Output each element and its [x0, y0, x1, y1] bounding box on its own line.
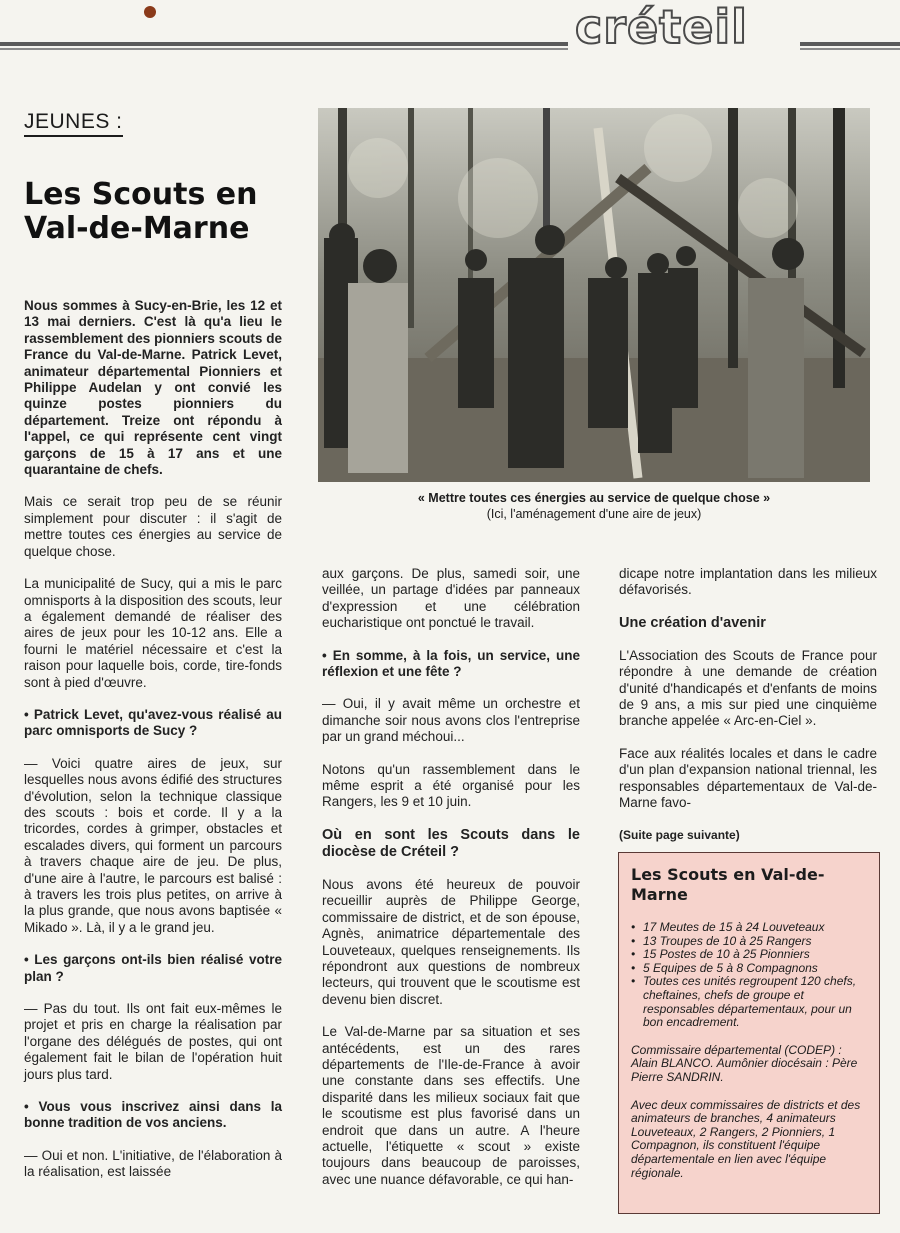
- unit-list: [631, 921, 867, 1030]
- team-note: Avec deux commissaires de districts et des animateurs de branches, 4 animateurs Louveteaux, 2 Rangers, 2 Pionniers, 1 Compagnon, ils constituent l'équipe départementale en lien avec l'équipe régionale.: [631, 1097, 861, 1180]
- lead-paragraph: Nous sommes à Sucy-en-Brie, les 12 et 13 mai derniers. C'est là qu'a lieu le rassemblement des pionniers scouts de France du Val-de-Marne. Patrick Levet, animateur départemental Pionniers et Philippe Audelan y ont convié les quinze postes pionniers du département. Treize ont répondu à l'appel, ce qui représente cent vingt garçons de 15 à 17 ans et une quarantaine de chefs.: [24, 298, 282, 478]
- interview-question: • Patrick Levet, qu'avez-vous réalisé au parc omnisports de Sucy ?: [24, 706, 282, 739]
- list-item: • 17 Meutes de 15 à 24 Louveteaux: [631, 921, 867, 935]
- header-rule-right-thin: [800, 48, 900, 50]
- list-item: • 15 Postes de 10 à 25 Pionniers: [631, 948, 867, 962]
- paragraph: Nous avons été heureux de pouvoir recueillir auprès de Philippe George, commissaire de district, et de son épouse, Agnès, animatrice départementale des Louveteaux, quelques renseignements. Ils répondront aux questions de nombreux lecteurs, qui trouvent que le scoutisme est devenu bien discret.: [322, 876, 580, 1007]
- paragraph: dicape notre implantation dans les milieux défavorisés.: [619, 566, 877, 598]
- caption-note: (Ici, l'aménagement d'une aire de jeux): [486, 507, 702, 521]
- list-item: • 5 Equipes de 5 à 8 Compagnons: [631, 962, 867, 976]
- ink-stain: [144, 6, 156, 18]
- photo-caption: [318, 490, 870, 522]
- interview-answer: — Pas du tout. Ils ont fait eux-mêmes le projet et pris en charge la réalisation par l'organe des délégués de postes, qui ont également fait le bilan de l'opération huit jours plus tard.: [24, 1001, 282, 1082]
- column-3: [619, 566, 877, 860]
- staff-note: Commissaire départemental (CODEP) : Alain BLANCO. Aumônier diocésain : Père Pierre SANDRIN.: [631, 1042, 858, 1084]
- sidebar-box: [618, 852, 880, 1214]
- paragraph: Le Val-de-Marne par sa situation et ses antécédents, est un des rares départements de l'Ile-de-France à avoir une constante dans ses effectifs. Une disparité dans les milieux sociaux fait que le scoutisme est plus favorisé dans un endroit que dans un autre. A l'heure actuelle, l'étiquette « scout » existe toujours dans beaucoup de paroisses, avec une nuance défavorable, ce qui han-: [322, 1024, 580, 1187]
- interview-answer: — Oui, il y avait même un orchestre et dimanche soir nous avons clos l'entreprise par un grand méchoui...: [322, 696, 580, 745]
- list-item: • Toutes ces unités regroupent 120 chefs, cheftaines, chefs de groupe et responsables départementaux, pour un bon encadrement.: [631, 975, 867, 1029]
- article-headline: Les Scouts en Val-de-Marne: [24, 177, 258, 246]
- paragraph: Notons qu'un rassemblement dans le même esprit a été organisé pour les Rangers, les 9 et 10 juin.: [322, 761, 580, 810]
- header-rule-thin: [0, 48, 568, 50]
- interview-question: • En somme, à la fois, un service, une réflexion et une fête ?: [322, 647, 580, 680]
- column-2: [322, 566, 580, 1204]
- forest-photo-illustration: [318, 108, 870, 482]
- paragraph: Mais ce serait trop peu de se réunir simplement pour discuter : il s'agit de mettre toutes ces énergies au service de quelque chose.: [24, 494, 282, 559]
- interview-answer: — Oui et non. L'initiative, de l'élaboration à la réalisation, est laissée: [24, 1147, 282, 1180]
- kicker: JEUNES :: [24, 110, 123, 137]
- continued-note: (Suite page suivante): [619, 828, 740, 843]
- paragraph: L'Association des Scouts de France pour répondre à une demande de création d'unité d'handicapés et d'enfants de moins de 9 ans, a mis sur pied une cinquième branche appelée « Arc-en-Ciel ».: [619, 647, 877, 729]
- caption-quote: « Mettre toutes ces énergies au service de quelque chose »: [417, 491, 771, 505]
- interview-question: • Vous vous inscrivez ainsi dans la bonne tradition de vos anciens.: [24, 1099, 282, 1131]
- section-title: créteil: [575, 0, 748, 54]
- list-item: • 13 Troupes de 10 à 25 Rangers: [631, 935, 867, 949]
- interview-answer: — Voici quatre aires de jeux, sur lesquelles nous avons édifié des structures d'évolution, selon la technique classique des scouts : bois et corde. Il y a la tricordes, cordes à grimper, obstacles et escalades divers, qui forment un parcours à travers chaque aire de jeu. De plus, d'une aire à l'autre, le parcours est balisé : à travers les trois plus petites, on arrive à la plus grande, que nous avons baptisée « Mikado ». Là, il y a le grand jeu.: [24, 755, 282, 935]
- paragraph: Face aux réalités locales et dans le cadre d'un plan d'expansion national triennal, les responsables départementaux de Val-de-Marne favo-: [619, 745, 877, 811]
- box-title: Les Scouts en Val-de-Marne: [631, 865, 825, 904]
- paragraph: aux garçons. De plus, samedi soir, une veillée, un partage d'idées par panneaux d'expression et une célébration eucharistique ont ponctué le travail.: [322, 566, 580, 631]
- subheading: Une création d'avenir: [619, 614, 766, 631]
- header-rule: [0, 42, 568, 46]
- subheading: Où en sont les Scouts dans le diocèse de Créteil ?: [322, 826, 580, 860]
- photo-scouts-in-forest: [318, 108, 870, 482]
- interview-question: • Les garçons ont-ils bien réalisé votre plan ?: [24, 952, 282, 984]
- header-rule-right: [800, 42, 900, 46]
- paragraph: La municipalité de Sucy, qui a mis le parc omnisports à la disposition des scouts, leur a également demandé de réaliser des aires de jeux pour les 10-12 ans. Elle a fourni le matériel nécessaire et c'est la raison pour laquelle bois, corde, tire-fonds sont à pied d'œuvre.: [24, 576, 282, 690]
- column-1: [24, 298, 282, 1197]
